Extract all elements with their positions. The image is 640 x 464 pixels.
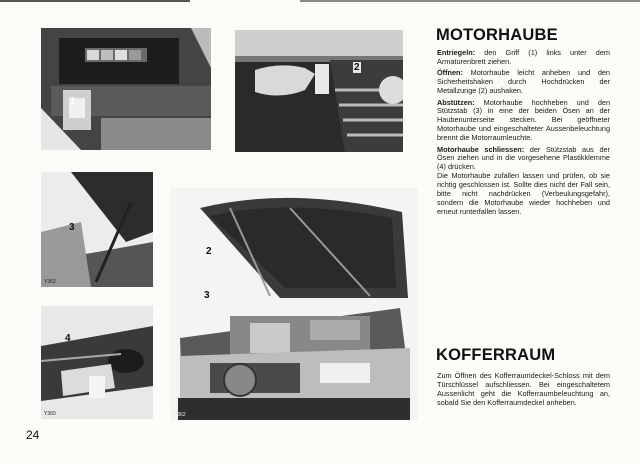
paragraph-oeffnen bbox=[437, 69, 610, 96]
label-abstuetzen: Abstützen: bbox=[437, 97, 475, 107]
text-oeffnen: Motorhaube leicht anheben und den Sicherheitshaken durch Hochdrücken der Metallzunge (2) aushaken. bbox=[437, 68, 610, 96]
photo-code-y360: Y360 bbox=[44, 411, 56, 417]
callout-2-engine: 2 bbox=[206, 246, 212, 257]
photo-code-y362: Y362 bbox=[174, 412, 186, 418]
label-schliessen: Motorhaube schliessen: bbox=[437, 144, 525, 154]
callout-4: 4 bbox=[65, 333, 71, 344]
label-oeffnen: Öffnen: bbox=[437, 68, 463, 78]
prop-rod-illustration bbox=[41, 172, 153, 287]
text-abstuetzen: Motorhaube hochheben und den Stützstab (3) in eine der beiden Ösen an der Haubenunterseite stecken. Bei geöffneter Motorhaube und eingeschalteter Aussenbeleuchtung brennt die Motorraumleuchte. bbox=[437, 97, 610, 143]
page-number: 24 bbox=[26, 428, 40, 442]
dashboard-illustration bbox=[41, 28, 211, 150]
motorhaube-instructions bbox=[437, 49, 610, 219]
paragraph-schliessen bbox=[437, 146, 610, 173]
photo-code-y363: Y363 bbox=[44, 279, 56, 285]
hood-latch-illustration bbox=[235, 30, 403, 152]
photo-prop-rod bbox=[41, 172, 153, 287]
paragraph-entriegeln bbox=[437, 49, 610, 67]
photo-dashboard-release bbox=[41, 28, 211, 150]
photo-plastic-clip bbox=[41, 306, 153, 419]
label-entriegeln: Entriegeln: bbox=[437, 48, 476, 57]
heading-motorhaube: MOTORHAUBE bbox=[436, 26, 558, 44]
callout-2-latch: 2 bbox=[354, 62, 360, 73]
photo-engine-bay bbox=[170, 188, 418, 420]
photo-code-y519: Y 519 bbox=[44, 143, 57, 149]
plastic-clip-illustration bbox=[41, 306, 153, 419]
callout-1: 1 bbox=[70, 96, 76, 107]
engine-bay-illustration bbox=[170, 188, 418, 420]
text-schliessen: der Stützstab aus der Ösen ziehen und in die vorgesehene Plastikklemme (4) drücken. bbox=[437, 144, 611, 172]
heading-kofferraum: KOFFERRAUM bbox=[436, 346, 556, 364]
paragraph-abstuetzen bbox=[437, 99, 610, 144]
callout-3-rod: 3 bbox=[69, 222, 75, 233]
text-entriegeln: den Griff (1) links unter dem Armaturenbrett ziehen. bbox=[437, 48, 610, 66]
top-border-right bbox=[300, 0, 640, 2]
kofferraum-instructions: Zum Öffnen des Kofferraumdeckel-Schloss mit dem Türschlüssel aufschliessen. Bei eingeschaltetem Aussenlicht geht die Kofferraumbeleuchtung an, sobald Sie den Kofferraumdeckel anheben. bbox=[437, 371, 610, 407]
callout-3-engine: 3 bbox=[204, 290, 210, 301]
top-border-left bbox=[0, 0, 190, 2]
photo-hood-latch bbox=[235, 30, 403, 152]
paragraph-schliessen-2: Die Motorhaube zufallen lassen und prüfen, ob sie richtig geschlossen ist. Sollte dies nicht der Fall sein, bitte nicht nachdrücken (Verbeulungsgefahr), sondern die Motorhaube wieder hochheben und erneut runterfallen lassen. bbox=[437, 171, 610, 216]
